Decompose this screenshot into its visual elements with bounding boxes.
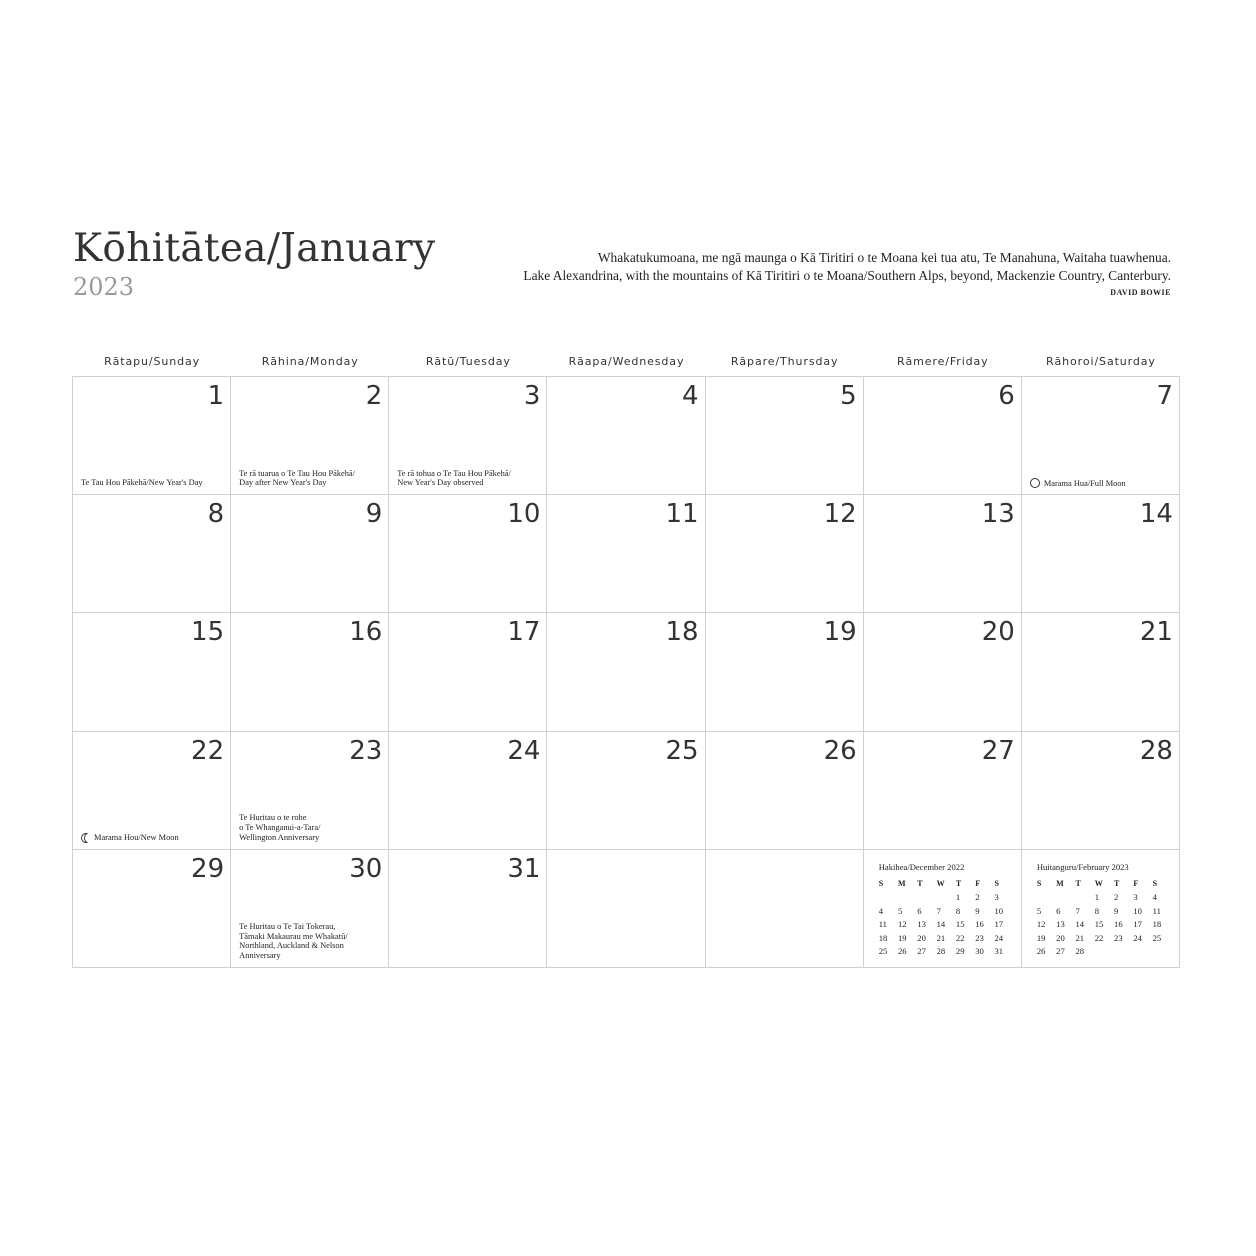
mini-day: 11 bbox=[878, 919, 887, 930]
mini-day: 5 bbox=[1036, 905, 1042, 916]
mini-day: 25 bbox=[1152, 932, 1162, 943]
mini-day: 9 bbox=[1114, 905, 1119, 916]
mini-day: 23 bbox=[1114, 932, 1123, 943]
day-number: 24 bbox=[507, 735, 541, 766]
mini-day: 3 bbox=[1133, 892, 1138, 903]
day-cell bbox=[389, 850, 547, 968]
mini-day: 27 bbox=[917, 946, 926, 957]
day-cell bbox=[547, 613, 705, 731]
mini-day: 28 bbox=[1075, 946, 1085, 957]
mini-day: 24 bbox=[994, 932, 1004, 943]
mini-day bbox=[879, 890, 898, 904]
holiday-note: Te Huritau o Te Tai Tokerau, Tāmaki Makaurau me Whakatū/ Northland, Auckland & Nelson Anniversary bbox=[239, 921, 348, 961]
mini-day: 28 bbox=[936, 946, 946, 957]
new-moon-note bbox=[81, 833, 179, 843]
mini-day: 4 bbox=[878, 905, 883, 916]
day-cell bbox=[73, 732, 231, 850]
weekday-label: Rātapu/Sunday bbox=[104, 355, 201, 368]
mini-day: 15 bbox=[1094, 919, 1104, 930]
mini-day: 8 bbox=[1094, 905, 1100, 916]
day-cell bbox=[864, 495, 1022, 613]
day-number: 23 bbox=[349, 735, 383, 766]
photo-credit: DAVID BOWIE bbox=[1110, 288, 1171, 297]
day-cell bbox=[547, 495, 705, 613]
caption-maori: Whakatukumoana, me ngā maunga o Kā Tiritiri o te Moana kei tua atu, Te Manahuna, Waitaha tuawhenua. bbox=[597, 250, 1171, 265]
weekday-label: Rāapa/Wednesday bbox=[568, 355, 685, 368]
mini-weekday: S bbox=[1152, 879, 1158, 889]
mini-day bbox=[1075, 890, 1094, 904]
mini-day: 10 bbox=[1133, 905, 1142, 916]
day-cell bbox=[1022, 495, 1180, 613]
mini-weekday: S bbox=[994, 879, 999, 889]
mini-day: 19 bbox=[898, 932, 907, 943]
holiday-note: Te rā tohua o Te Tau Hou Pākehā/ New Year's Day observed bbox=[397, 468, 511, 488]
day-cell bbox=[73, 377, 231, 495]
holiday-note: Te Tau Hou Pākehā/New Year's Day bbox=[81, 478, 203, 488]
mini-day: 17 bbox=[1133, 919, 1142, 930]
mini-day: 5 bbox=[898, 905, 903, 916]
day-number: 12 bbox=[823, 499, 857, 530]
day-number: 14 bbox=[1139, 499, 1173, 530]
mini-day: 8 bbox=[955, 905, 961, 916]
mini-day: 3 bbox=[994, 892, 999, 903]
weekday-label: Rāmere/Friday bbox=[896, 355, 989, 368]
mini-day: 26 bbox=[1036, 946, 1046, 957]
day-cell bbox=[547, 850, 705, 968]
mini-calendar-title: Huitanguru/February 2023 bbox=[1036, 861, 1129, 872]
mini-weekday: M bbox=[1056, 879, 1064, 889]
day-number: 20 bbox=[981, 617, 1015, 648]
day-cell bbox=[231, 495, 389, 613]
mini-day: 31 bbox=[994, 946, 1004, 957]
mini-day: 23 bbox=[975, 932, 984, 943]
mini-day: 13 bbox=[1056, 919, 1065, 930]
day-number: 19 bbox=[823, 617, 857, 648]
day-cell bbox=[864, 732, 1022, 850]
day-number: 22 bbox=[191, 735, 225, 766]
day-cell bbox=[73, 613, 231, 731]
moon-label: Marama Hua/Full Moon bbox=[1043, 478, 1126, 488]
mini-day: 4 bbox=[1152, 892, 1157, 903]
new-moon-icon bbox=[81, 833, 90, 843]
mini-weekday: T bbox=[917, 879, 923, 889]
mini-day: 21 bbox=[936, 932, 946, 943]
mini-day: 20 bbox=[1056, 932, 1065, 943]
day-cell bbox=[864, 377, 1022, 495]
mini-day: 22 bbox=[955, 932, 965, 943]
holiday-note: Te rā tuarua o Te Tau Hou Pākehā/ Day after New Year's Day bbox=[239, 468, 355, 488]
mini-day: 21 bbox=[1075, 932, 1085, 943]
day-number: 15 bbox=[191, 617, 225, 648]
day-number: 28 bbox=[1139, 735, 1173, 766]
photo-caption bbox=[523, 249, 1171, 299]
mini-day: 12 bbox=[1036, 919, 1046, 930]
day-cell bbox=[73, 850, 231, 968]
mini-weekday: W bbox=[936, 879, 945, 889]
mini-weekday: T bbox=[955, 879, 962, 889]
weekday-label: Rāhina/Monday bbox=[261, 355, 359, 368]
day-number: 26 bbox=[823, 735, 857, 766]
mini-calendar-table bbox=[1037, 877, 1172, 958]
day-cell bbox=[389, 495, 547, 613]
day-cell bbox=[1022, 613, 1180, 731]
day-cell bbox=[864, 613, 1022, 731]
day-number: 10 bbox=[507, 499, 541, 530]
mini-day bbox=[917, 890, 936, 904]
mini-day: 7 bbox=[1075, 905, 1080, 916]
mini-calendar-table bbox=[879, 877, 1014, 958]
holiday-note: Te Huritau o te rohe o Te Whanganui-a-Tara/ Wellington Anniversary bbox=[239, 813, 321, 842]
mini-day: 14 bbox=[1075, 919, 1085, 930]
weekday-header bbox=[73, 355, 1180, 368]
mini-day bbox=[1114, 944, 1133, 958]
mini-day: 6 bbox=[1056, 905, 1061, 916]
mini-day: 24 bbox=[1133, 932, 1142, 943]
day-cell bbox=[706, 377, 864, 495]
day-number: 7 bbox=[1156, 381, 1173, 411]
mini-day bbox=[1037, 890, 1056, 904]
mini-day: 13 bbox=[917, 919, 926, 930]
day-number: 6 bbox=[998, 381, 1015, 411]
day-number: 11 bbox=[665, 499, 699, 530]
mini-weekday: S bbox=[1036, 879, 1042, 889]
mini-calendar-cell bbox=[864, 850, 1022, 968]
caption-english: Lake Alexandrina, with the mountains of Kā Tiritiri o te Moana/Southern Alps, beyond, Mackenzie Country, Canterbury. bbox=[523, 268, 1171, 283]
mini-day: 1 bbox=[1094, 892, 1100, 903]
mini-day: 1 bbox=[955, 892, 961, 903]
day-number: 31 bbox=[507, 853, 541, 884]
mini-weekday: F bbox=[975, 879, 981, 889]
mini-calendar bbox=[1037, 862, 1172, 958]
month-title: Kōhitātea/January bbox=[73, 226, 436, 271]
mini-weekday: W bbox=[1094, 879, 1103, 889]
mini-day: 26 bbox=[898, 946, 907, 957]
mini-day: 11 bbox=[1152, 905, 1161, 916]
mini-weekday: S bbox=[878, 879, 884, 889]
day-number: 16 bbox=[349, 617, 383, 648]
mini-day: 25 bbox=[878, 946, 888, 957]
day-number: 3 bbox=[523, 381, 541, 411]
day-number: 1 bbox=[207, 381, 225, 411]
mini-day bbox=[937, 890, 956, 904]
mini-day: 18 bbox=[1152, 919, 1162, 930]
day-cell bbox=[389, 613, 547, 731]
day-number: 29 bbox=[191, 853, 225, 884]
moon-label: Marama Hou/New Moon bbox=[94, 833, 179, 843]
day-cell bbox=[547, 377, 705, 495]
day-cell bbox=[231, 377, 389, 495]
day-number: 18 bbox=[665, 617, 699, 648]
day-number: 5 bbox=[840, 381, 857, 411]
mini-day: 29 bbox=[955, 946, 965, 957]
mini-weekday: M bbox=[898, 879, 906, 889]
mini-day: 15 bbox=[955, 919, 965, 930]
mini-day: 6 bbox=[917, 905, 922, 916]
mini-day bbox=[898, 890, 917, 904]
day-cell bbox=[389, 377, 547, 495]
mini-day bbox=[1095, 944, 1114, 958]
mini-day: 16 bbox=[975, 919, 984, 930]
day-number: 2 bbox=[365, 381, 383, 411]
mini-day: 14 bbox=[936, 919, 946, 930]
mini-calendar-title: Hakihea/December 2022 bbox=[878, 861, 965, 872]
weekday-label: Rātū/Tuesday bbox=[425, 355, 511, 368]
weekday-label: Rāhoroi/Saturday bbox=[1046, 355, 1156, 368]
mini-weekday: T bbox=[1075, 879, 1081, 889]
month-grid bbox=[72, 376, 1180, 968]
full-moon-icon bbox=[1030, 478, 1040, 488]
day-cell bbox=[706, 850, 864, 968]
mini-day bbox=[1133, 944, 1152, 958]
mini-day: 27 bbox=[1056, 946, 1065, 957]
mini-weekday: F bbox=[1133, 879, 1139, 889]
day-number: 9 bbox=[365, 499, 383, 530]
day-cell bbox=[231, 732, 389, 850]
day-number: 8 bbox=[207, 499, 225, 530]
day-cell bbox=[389, 732, 547, 850]
mini-day: 17 bbox=[994, 919, 1004, 930]
mini-day: 2 bbox=[975, 892, 980, 903]
day-cell bbox=[706, 613, 864, 731]
day-cell bbox=[547, 732, 705, 850]
day-number: 21 bbox=[1139, 617, 1173, 648]
year-label: 2023 bbox=[73, 273, 135, 301]
day-cell bbox=[231, 850, 389, 968]
day-cell bbox=[706, 495, 864, 613]
mini-day: 16 bbox=[1114, 919, 1123, 930]
day-number: 13 bbox=[981, 499, 1015, 530]
day-number: 25 bbox=[665, 735, 699, 766]
day-cell bbox=[1022, 377, 1180, 495]
mini-calendar-cell bbox=[1022, 850, 1180, 968]
day-cell bbox=[231, 613, 389, 731]
day-cell bbox=[706, 732, 864, 850]
day-cell bbox=[1022, 732, 1180, 850]
mini-day bbox=[1056, 890, 1075, 904]
mini-day: 19 bbox=[1036, 932, 1046, 943]
mini-day: 2 bbox=[1114, 892, 1119, 903]
mini-day: 22 bbox=[1094, 932, 1104, 943]
day-cell bbox=[73, 495, 231, 613]
mini-day: 10 bbox=[994, 905, 1004, 916]
day-number: 30 bbox=[349, 853, 383, 884]
day-number: 27 bbox=[981, 735, 1015, 766]
full-moon-note bbox=[1030, 478, 1126, 488]
mini-day: 18 bbox=[878, 932, 888, 943]
day-number: 17 bbox=[507, 617, 541, 648]
weekday-label: Rāpare/Thursday bbox=[730, 355, 839, 368]
mini-weekday: T bbox=[1114, 879, 1120, 889]
day-number: 4 bbox=[682, 381, 699, 411]
mini-day bbox=[1153, 944, 1172, 958]
mini-calendar bbox=[879, 862, 1014, 958]
mini-day: 12 bbox=[898, 919, 907, 930]
mini-day: 7 bbox=[936, 905, 941, 916]
mini-day: 20 bbox=[917, 932, 926, 943]
mini-day: 30 bbox=[975, 946, 984, 957]
mini-day: 9 bbox=[975, 905, 980, 916]
